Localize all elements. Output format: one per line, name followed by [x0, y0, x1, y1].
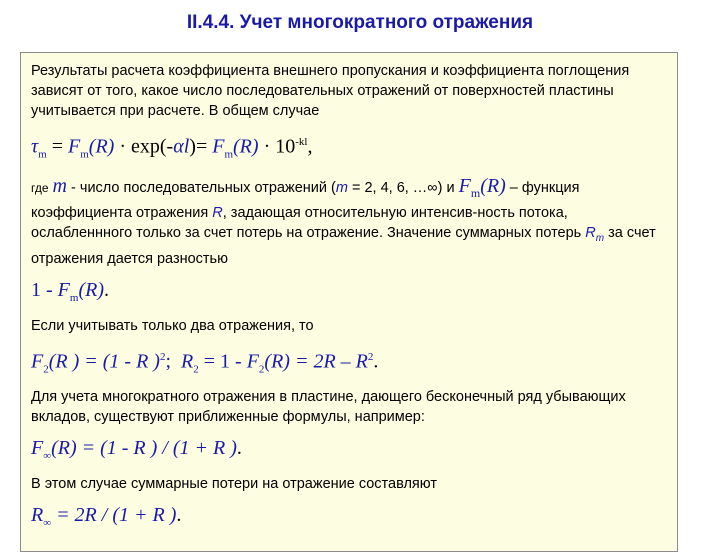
content-panel [20, 52, 678, 552]
formula-transmittance: $\tau_m = F_m(R) \cdot \exp(-\alpha l)= F_m(R) \cdot 10^{-kl}$, [31, 135, 313, 161]
paragraph-intro: Результаты расчета коэффициента внешнего пропускания и коэффициента поглощения зависят от того, какое число последовательных отражений от поверхностей пластины учитывается при расчете. В общем случае [31, 63, 630, 119]
paragraph-multiple-reflection: Для учета многократного отражения в пластине, дающего бесконечный ряд убывающих вкладов, существуют приближенные формулы, например: [31, 389, 626, 426]
formula-two-reflections: $F_2(R$ ) = (1 - R )$^2$; $R_2 = 1 - F_2(R) = 2R - R^2$. [31, 350, 379, 376]
formula-infinite-reflections: $F_\infty(R) = (1 - R$ ) / (1 + R ). [31, 437, 242, 463]
paragraph-two-reflections: Если учитывать только два отражения, то [31, 317, 314, 334]
formula-tau: τ [31, 135, 39, 158]
formula-total-losses: $R_\infty = 2R / (1 + R$ ). [31, 504, 182, 530]
paragraph-total-losses: В этом случае суммарные потери на отражение составляют [31, 476, 437, 493]
formula-losses: $1 - F_m(R)$. [31, 278, 109, 304]
paragraph-definitions: где m - число последовательных отражений (m = 2, 4, 6, …∞) и $F_m(R)$ – функция коэффициента отражения R, задающая относительную интенсив-ность потока, ослабленнного только за счет потерь на отражение. Значение суммарных потерь $R_m$ за счет отражения дается разностью [31, 174, 656, 267]
slide-title: II.4.4. Учет многократного отражения [186, 12, 534, 33]
